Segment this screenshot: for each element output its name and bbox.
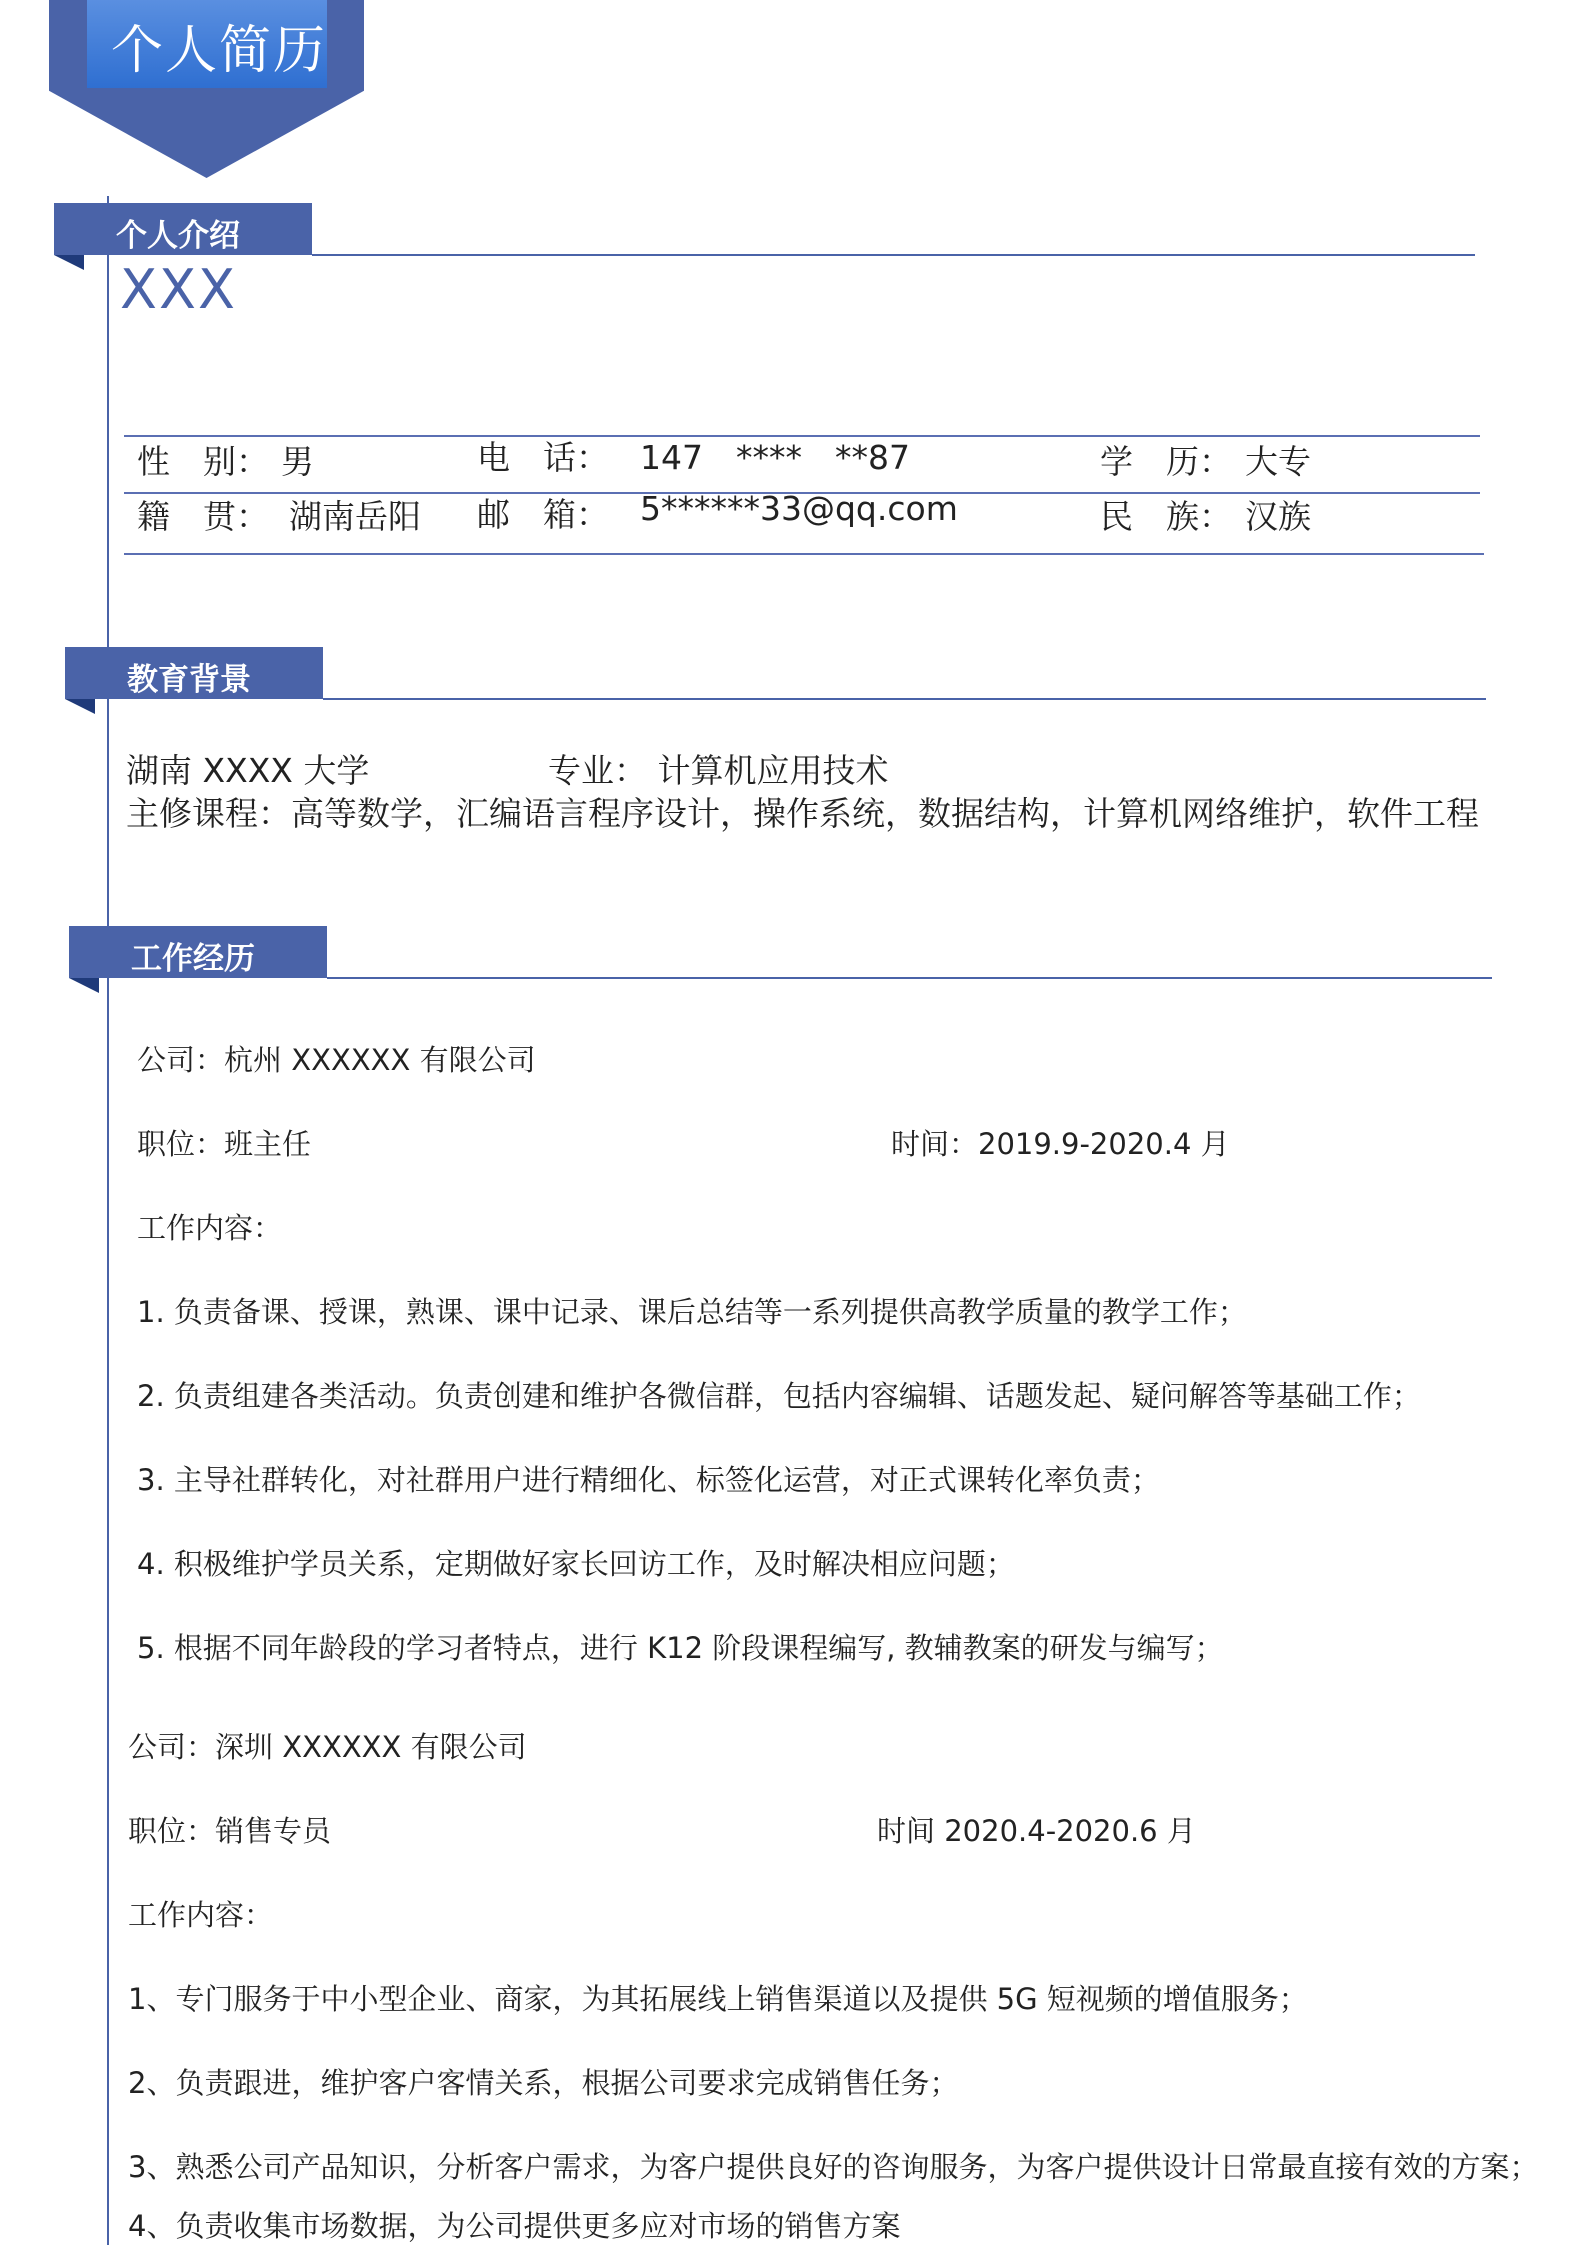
education-value: 大专	[1245, 442, 1311, 481]
page-title: 个人简历	[111, 21, 328, 81]
job-2-position: 职位：销售专员	[128, 1814, 332, 1848]
email-value: 5******33@qq.com	[640, 489, 958, 528]
job-1-position: 职位：班主任	[137, 1127, 312, 1161]
section-rule-intro	[312, 254, 1475, 256]
gender-value: 男	[281, 442, 314, 481]
job-2-item-2: 2、负责跟进，维护客户客情关系，根据公司要求完成销售任务；	[128, 2066, 959, 2100]
phone-value: 147 **** **87	[640, 438, 910, 477]
section-rule-education	[323, 698, 1486, 700]
job-2-item-3: 3、熟悉公司产品知识，分析客户需求，为客户提供良好的咨询服务，为客户提供设计日常最直接有效的方案；	[128, 2150, 1539, 2184]
job-1-item-2: 2. 负责组建各类活动。负责创建和维护各微信群，包括内容编辑、话题发起、疑问解答等基础工作；	[137, 1379, 1421, 1413]
education-label: 学 历：	[1100, 442, 1232, 481]
job-2-item-4: 4、负责收集市场数据，为公司提供更多应对市场的销售方案	[128, 2209, 901, 2243]
school-name: 湖南 XXXX 大学	[126, 751, 370, 790]
job-2-company: 公司：深圳 XXXXXX 有限公司	[128, 1730, 527, 1764]
section-rule-work	[327, 977, 1492, 979]
job-1-item-3: 3. 主导社群转化，对社群用户进行精细化、标签化运营，对正式课转化率负责；	[137, 1463, 1160, 1497]
email-label: 邮 箱：	[477, 495, 609, 534]
info-rule-bottom	[124, 553, 1484, 555]
section-title-education: 教育背景	[127, 662, 251, 698]
major: 专业： 计算机应用技术	[548, 751, 889, 790]
courses: 主修课程：高等数学，汇编语言程序设计，操作系统，数据结构，计算机网络维护，软件工程	[126, 794, 1479, 833]
profile-name: XXX	[120, 258, 237, 321]
origin-label: 籍 贯：	[137, 497, 269, 536]
ethnic-value: 汉族	[1245, 497, 1311, 536]
job-2-content-label: 工作内容：	[128, 1898, 274, 1932]
ethnic-label: 民 族：	[1100, 497, 1232, 536]
job-1-content-label: 工作内容：	[137, 1211, 283, 1245]
job-1-item-5: 5. 根据不同年龄段的学习者特点，进行 K12 阶段课程编写, 教辅教案的研发与编写；	[137, 1631, 1224, 1665]
gender-label: 性 别：	[137, 442, 269, 481]
job-1-item-4: 4. 积极维护学员关系，定期做好家长回访工作，及时解决相应问题；	[137, 1547, 1015, 1581]
section-title-intro: 个人介绍	[116, 218, 240, 254]
job-1-item-1: 1. 负责备课、授课，熟课、课中记录、课后总结等一系列提供高教学质量的教学工作；	[137, 1295, 1247, 1329]
job-1-time: 时间：2019.9-2020.4 月	[891, 1127, 1230, 1161]
job-1-company: 公司：杭州 XXXXXX 有限公司	[137, 1043, 536, 1077]
section-corner-intro	[54, 255, 84, 270]
job-2-time: 时间 2020.4-2020.6 月	[877, 1814, 1196, 1848]
section-title-work: 工作经历	[131, 941, 255, 977]
section-corner-work	[69, 978, 99, 993]
job-2-item-1: 1、专门服务于中小型企业、商家，为其拓展线上销售渠道以及提供 5G 短视频的增值服务；	[128, 1982, 1308, 2016]
phone-label: 电 话：	[477, 438, 609, 477]
section-corner-education	[65, 699, 95, 714]
origin-value: 湖南岳阳	[289, 497, 421, 536]
timeline-line	[107, 196, 109, 2245]
